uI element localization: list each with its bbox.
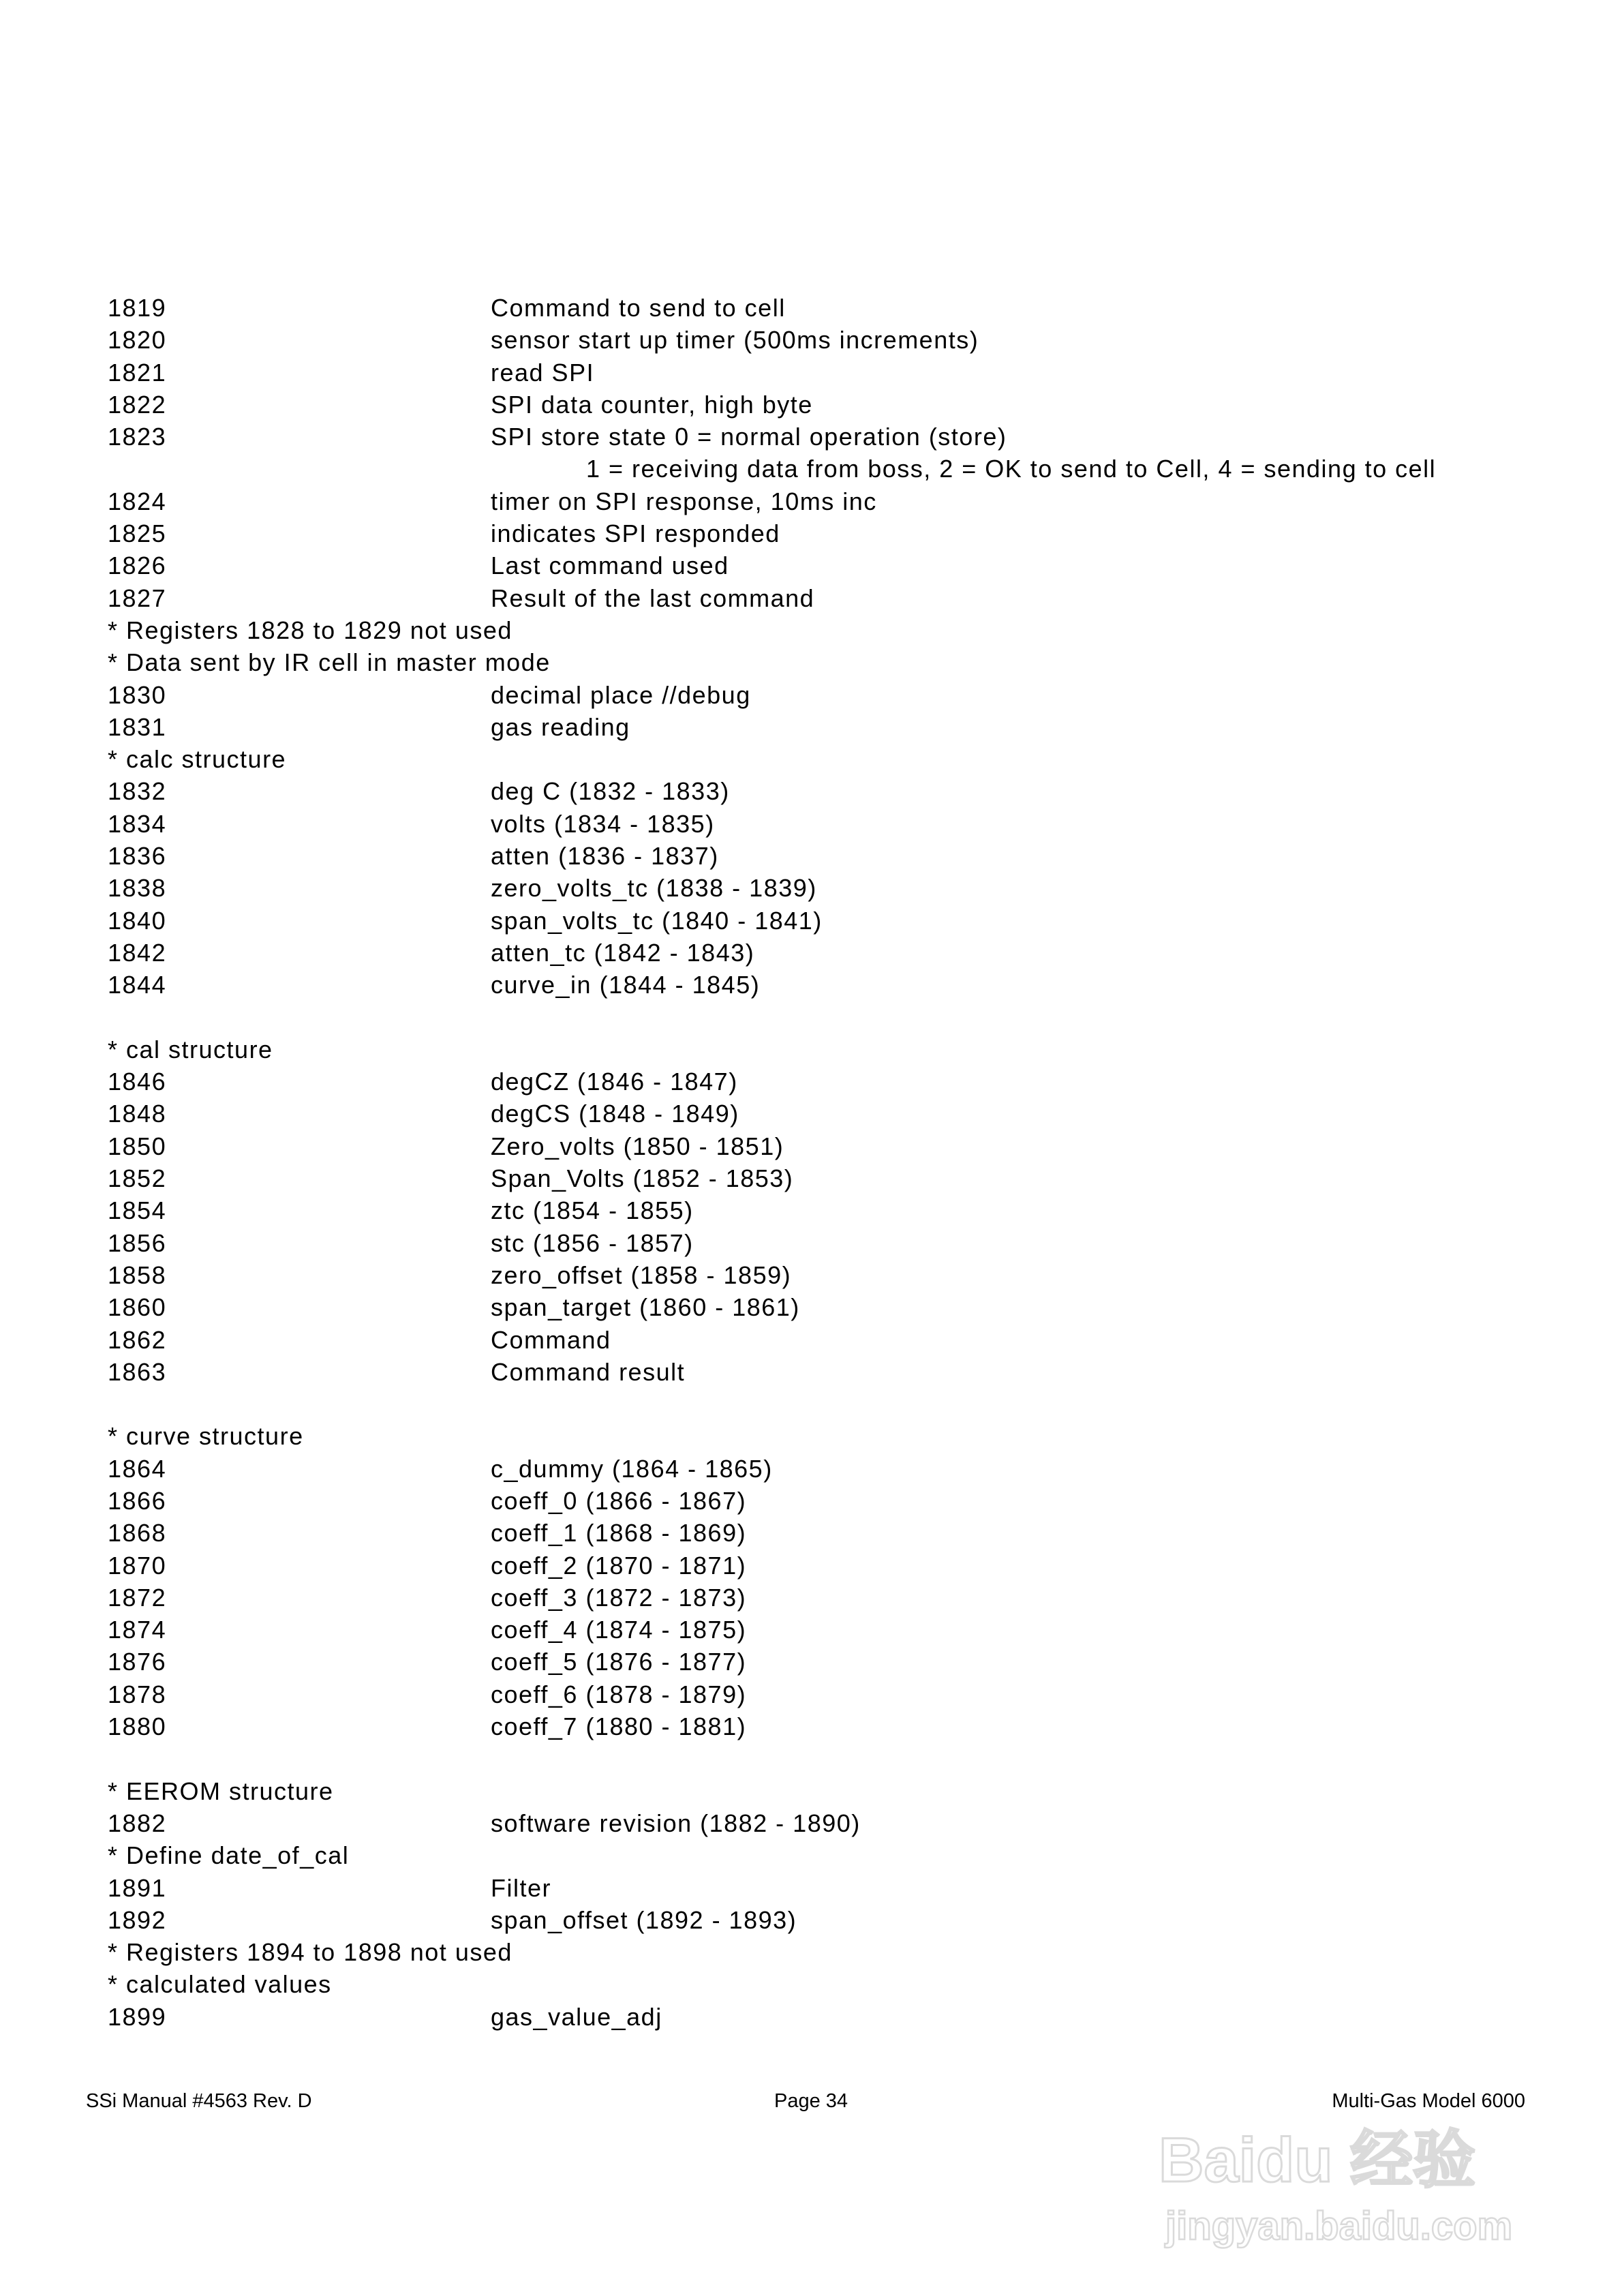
register-description: coeff_2 (1870 - 1871): [491, 1551, 747, 1580]
section-note-text: * Data sent by IR cell in master mode: [108, 648, 551, 677]
register-number: 1819: [108, 294, 167, 322]
watermark-url: jingyan.baidu.com: [1165, 2204, 1513, 2248]
section-note-text: * Registers 1828 to 1829 not used: [108, 616, 512, 644]
footer-page-number: Page 34: [774, 2090, 848, 2112]
register-description: gas reading: [491, 712, 630, 741]
register-row: [108, 1291, 1471, 1323]
blank-spacer: [108, 1388, 1471, 1420]
register-number: 1850: [108, 1132, 167, 1160]
register-description: coeff_4 (1874 - 1875): [491, 1616, 747, 1644]
register-description: atten_tc (1842 - 1843): [491, 938, 755, 967]
register-number: 1825: [108, 519, 167, 548]
register-number: 1836: [108, 842, 167, 871]
register-number: 1864: [108, 1454, 167, 1483]
section-note: [108, 1839, 1471, 1871]
baidu-watermark: [1152, 2100, 1533, 2263]
register-number: 1821: [108, 358, 167, 387]
register-description: degCZ (1846 - 1847): [491, 1068, 738, 1096]
register-row: [108, 1517, 1471, 1549]
register-row: [108, 711, 1471, 743]
section-note: [108, 1936, 1471, 1968]
register-row: [108, 1259, 1471, 1291]
register-number: 1822: [108, 390, 167, 419]
register-number: 1878: [108, 1680, 167, 1708]
register-description: software revision (1882 - 1890): [491, 1809, 861, 1837]
register-description: curve_in (1844 - 1845): [491, 971, 761, 999]
register-row: [108, 969, 1471, 1001]
register-row: [108, 549, 1471, 581]
register-description: decimal place //debug: [491, 680, 751, 709]
register-description: sensor start up timer (500ms increments): [491, 326, 979, 354]
register-description: timer on SPI response, 10ms inc: [491, 487, 877, 515]
register-number: 1854: [108, 1196, 167, 1225]
register-description: ztc (1854 - 1855): [491, 1196, 694, 1225]
footer-manual-number: SSi Manual #4563 Rev. D: [86, 2090, 312, 2112]
section-note-text: * EEROM structure: [108, 1777, 334, 1805]
section-note: [108, 614, 1471, 646]
register-number: 1856: [108, 1228, 167, 1257]
register-row: [108, 1485, 1471, 1517]
register-row: [108, 872, 1471, 904]
register-row: [108, 1130, 1471, 1162]
register-description: Zero_volts (1850 - 1851): [491, 1132, 784, 1160]
register-number: 1882: [108, 1809, 167, 1837]
register-description: coeff_1 (1868 - 1869): [491, 1519, 747, 1547]
register-row: [108, 2001, 1471, 2033]
register-row: [108, 840, 1471, 872]
register-description: coeff_0 (1866 - 1867): [491, 1486, 747, 1515]
section-note-text: * curve structure: [108, 1422, 304, 1451]
register-number: 1874: [108, 1616, 167, 1644]
register-row: [108, 421, 1471, 453]
section-note: [108, 646, 1471, 678]
register-description: SPI store state 0 = normal operation (store): [491, 423, 1007, 451]
register-description: gas_value_adj: [491, 2002, 662, 2031]
register-description: coeff_7 (1880 - 1881): [491, 1712, 747, 1741]
register-row: [108, 808, 1471, 840]
register-number: 1880: [108, 1712, 167, 1741]
register-row: [108, 1646, 1471, 1678]
section-note-text: * Define date_of_cal: [108, 1841, 350, 1870]
section-note: [108, 1775, 1471, 1807]
register-description: deg C (1832 - 1833): [491, 777, 730, 806]
watermark-logo: Baidu 经验: [1159, 2126, 1476, 2195]
register-number: 1846: [108, 1068, 167, 1096]
register-description: Command: [491, 1325, 611, 1354]
register-continuation-row: [108, 453, 1471, 485]
register-number: 1834: [108, 809, 167, 838]
register-description: Command result: [491, 1357, 686, 1386]
register-number: 1840: [108, 906, 167, 935]
register-number: 1891: [108, 1873, 167, 1902]
register-number: 1852: [108, 1164, 167, 1193]
register-row: [108, 937, 1471, 969]
footer-model-name: Multi-Gas Model 6000: [1332, 2090, 1525, 2112]
section-note-text: * calculated values: [108, 1970, 332, 1999]
register-row: [108, 1550, 1471, 1582]
register-description: zero_volts_tc (1838 - 1839): [491, 874, 817, 903]
register-description: span_volts_tc (1840 - 1841): [491, 906, 823, 935]
register-row: [108, 1227, 1471, 1259]
register-description: read SPI: [491, 358, 595, 387]
register-number: 1827: [108, 584, 167, 612]
register-row: [108, 775, 1471, 807]
section-note-text: * Registers 1894 to 1898 not used: [108, 1938, 512, 1967]
register-number: 1866: [108, 1486, 167, 1515]
register-row: [108, 1904, 1471, 1936]
register-number: 1824: [108, 487, 167, 515]
register-description: volts (1834 - 1835): [491, 809, 715, 838]
section-note: [108, 1420, 1471, 1452]
register-number: 1892: [108, 1905, 167, 1934]
register-number: 1872: [108, 1583, 167, 1612]
register-number: 1876: [108, 1648, 167, 1676]
register-description: stc (1856 - 1857): [491, 1228, 694, 1257]
register-row: [108, 1066, 1471, 1098]
register-row: [108, 1807, 1471, 1839]
register-number: 1844: [108, 971, 167, 999]
register-number: 1832: [108, 777, 167, 806]
register-row: [108, 324, 1471, 356]
register-description: Last command used: [491, 552, 729, 580]
register-number: 1858: [108, 1260, 167, 1289]
register-row: [108, 1710, 1471, 1742]
register-number: 1862: [108, 1325, 167, 1354]
blank-spacer: [108, 1001, 1471, 1033]
register-number: 1848: [108, 1100, 167, 1128]
section-note-text: * calc structure: [108, 745, 287, 774]
section-note: [108, 743, 1471, 775]
register-number: 1831: [108, 712, 167, 741]
register-row: [108, 1162, 1471, 1194]
register-row: [108, 1098, 1471, 1130]
section-note: [108, 1033, 1471, 1066]
section-note: [108, 1968, 1471, 2000]
register-description: Command to send to cell: [491, 294, 786, 322]
register-row: [108, 1324, 1471, 1356]
register-row: [108, 1194, 1471, 1226]
register-list: [108, 292, 1471, 2033]
register-row: [108, 1453, 1471, 1485]
register-row: [108, 389, 1471, 421]
register-row: [108, 357, 1471, 389]
register-description: span_offset (1892 - 1893): [491, 1905, 797, 1934]
register-row: [108, 1678, 1471, 1710]
register-row: [108, 517, 1471, 549]
register-description: coeff_5 (1876 - 1877): [491, 1648, 747, 1676]
blank-spacer: [108, 1742, 1471, 1774]
register-number: 1863: [108, 1357, 167, 1386]
register-number: 1899: [108, 2002, 167, 2031]
register-row: [108, 292, 1471, 324]
register-number: 1868: [108, 1519, 167, 1547]
register-description: Span_Volts (1852 - 1853): [491, 1164, 794, 1193]
register-row: [108, 679, 1471, 711]
register-description: atten (1836 - 1837): [491, 842, 719, 871]
register-number: 1826: [108, 552, 167, 580]
register-description: SPI data counter, high byte: [491, 390, 813, 419]
register-number: 1842: [108, 938, 167, 967]
register-description: 1 = receiving data from boss, 2 = OK to send to Cell, 4 = sending to cell: [586, 455, 1437, 483]
register-description: c_dummy (1864 - 1865): [491, 1454, 773, 1483]
register-description: span_target (1860 - 1861): [491, 1293, 800, 1322]
register-description: Result of the last command: [491, 584, 815, 612]
register-number: 1870: [108, 1551, 167, 1580]
register-row: [108, 1582, 1471, 1614]
register-number: 1838: [108, 874, 167, 903]
register-row: [108, 582, 1471, 614]
register-number: 1823: [108, 423, 167, 451]
register-row: [108, 485, 1471, 517]
register-row: [108, 1872, 1471, 1904]
register-description: indicates SPI responded: [491, 519, 780, 548]
register-row: [108, 1356, 1471, 1388]
register-row: [108, 1614, 1471, 1646]
register-description: degCS (1848 - 1849): [491, 1100, 739, 1128]
register-number: 1820: [108, 326, 167, 354]
register-row: [108, 905, 1471, 937]
register-description: zero_offset (1858 - 1859): [491, 1260, 792, 1289]
register-number: 1830: [108, 680, 167, 709]
register-description: coeff_3 (1872 - 1873): [491, 1583, 747, 1612]
register-description: coeff_6 (1878 - 1879): [491, 1680, 747, 1708]
register-description: Filter: [491, 1873, 551, 1902]
section-note-text: * cal structure: [108, 1035, 273, 1063]
register-number: 1860: [108, 1293, 167, 1322]
